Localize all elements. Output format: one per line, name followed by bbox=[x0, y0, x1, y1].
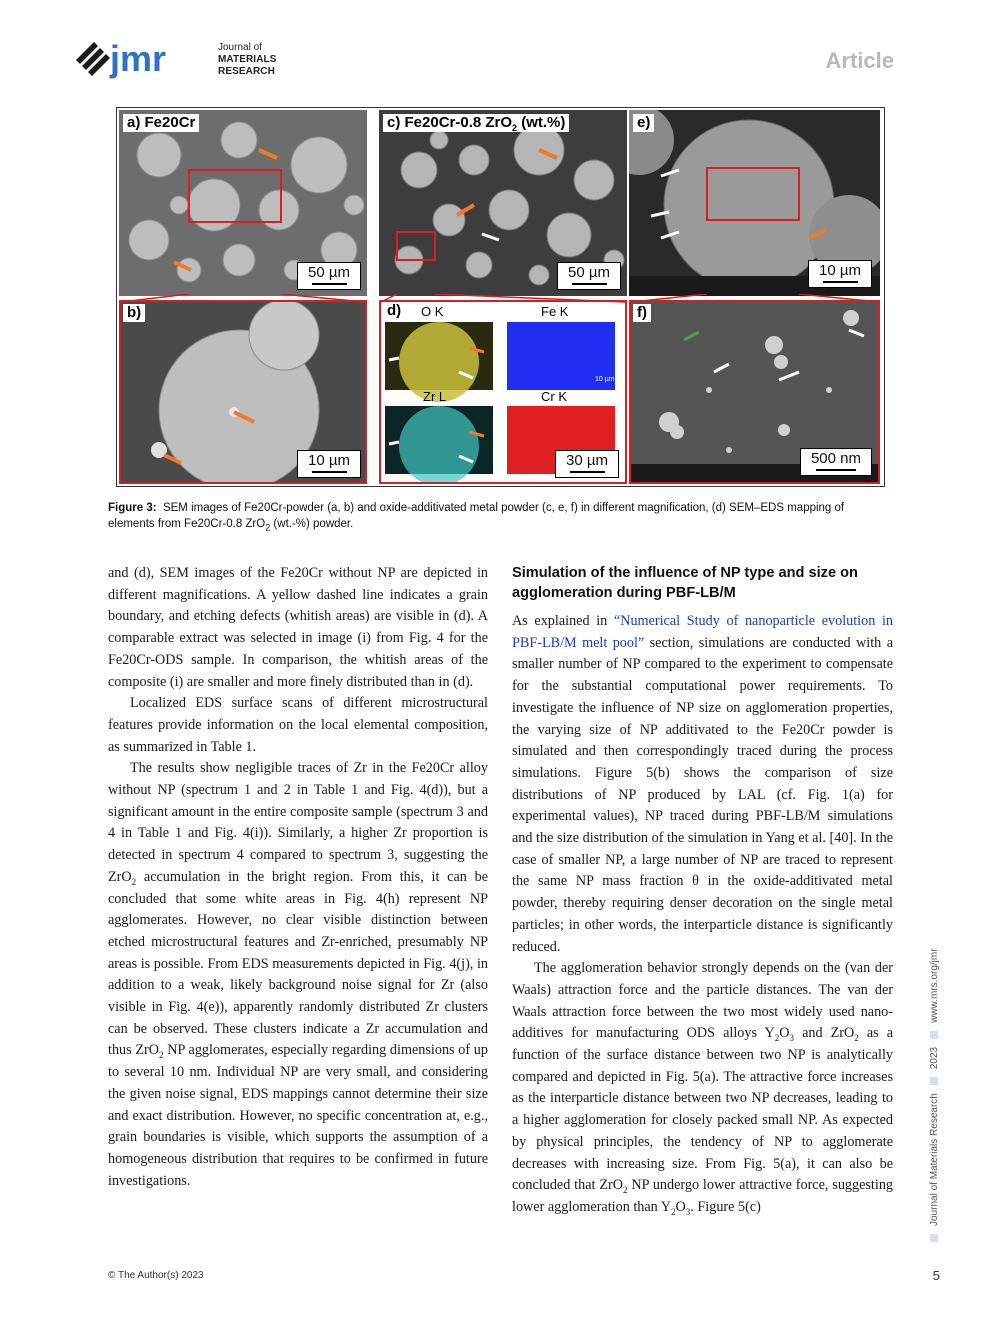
right-paragraph-2 bbox=[512, 958, 893, 1218]
journal-name-line1: Journal of bbox=[218, 42, 262, 53]
side-square-2 bbox=[930, 1077, 938, 1085]
panel-a-label: a) Fe20Cr bbox=[123, 114, 199, 132]
panel-c-label-suffix: (wt.%) bbox=[517, 114, 566, 131]
side-year: 2023 bbox=[929, 1046, 940, 1070]
left-p3-part-c: NP agglomerates, especially regarding dimensions of up to several 10 nm. Individual NP are very small, and considering the given noise signal, EDS mappings cannot determine their size and exact distribution. However, no specific concentration at, e.g., grain boundaries is visible, which supports the assumption of a homogeneous distribution that requires to be confirmed in future investigations. bbox=[108, 1042, 488, 1189]
footer-copyright: © The Author(s) 2023 bbox=[108, 1270, 204, 1281]
panel-f-scale-text: 500 nm bbox=[810, 450, 862, 467]
jmr-logo-mark bbox=[76, 38, 216, 80]
left-p3-sub-2: 2 bbox=[159, 1050, 164, 1061]
right-p2-sub-5: 2 bbox=[671, 1206, 676, 1217]
panel-a-scale-text: 50 µm bbox=[308, 264, 350, 281]
panel-e-sem-image bbox=[629, 110, 880, 296]
section-cross-reference-link[interactable]: “Numerical Study of nanoparticle evolution in PBF-LB/M melt pool” bbox=[512, 613, 894, 651]
right-p2-sub-3: 2 bbox=[854, 1033, 859, 1044]
figure-3 bbox=[116, 107, 885, 487]
section-label: Article bbox=[825, 48, 894, 73]
right-p2-sub-2: 3 bbox=[789, 1033, 795, 1044]
right-p1-pre: As explained in bbox=[512, 613, 614, 629]
caption-text-b: (wt.-%) powder. bbox=[270, 518, 354, 530]
eds-label-zr: Zr L bbox=[423, 389, 447, 404]
panel-f-scale-bar bbox=[800, 448, 872, 476]
panel-d-label: d) bbox=[383, 302, 405, 320]
caption-label: Figure 3: bbox=[108, 502, 157, 514]
right-p2-d: as a function of the surface distance between two NP is analytically compared and depicted in Fig. 5(a). The attractive force increases as the interparticle distance between two NP decreases, leading to a higher agglomeration for closely packed small NP. As expected by physical principles, the tendency of NP to agglomerate decreases with increasing size. From Fig. 5(a), it can also be concluded that ZrO bbox=[512, 1025, 894, 1194]
journal-name bbox=[218, 42, 306, 78]
page-number: 5 bbox=[932, 1268, 940, 1283]
panel-c-scale-text: 50 µm bbox=[568, 264, 610, 281]
side-journal-text bbox=[928, 948, 942, 1250]
panel-c-sem-image bbox=[379, 110, 627, 296]
journal-name-line2: MATERIALS RESEARCH bbox=[218, 54, 277, 77]
eds-label-o: O K bbox=[421, 304, 444, 319]
left-p3-sub-1: 2 bbox=[131, 876, 137, 887]
left-paragraph-2: Localized EDS surface scans of different microstructural features provide information on the local elemental composition, as summarized in Table 1. bbox=[108, 695, 488, 755]
left-column bbox=[108, 563, 488, 1192]
right-p2-sub-4: 2 bbox=[622, 1185, 628, 1196]
right-p2-b: O bbox=[779, 1025, 790, 1042]
panel-e-scale-bar bbox=[808, 260, 872, 288]
left-p3-part-a: The results show negligible traces of Zr in the Fe20Cr alloy without NP (spectrum 1 and 2 in Table 1 and Fig. 4(d)), but a significant amount in the entire composite sample (spectrum 3 and 4 in Table 1 and Fig. 4(i)). Similarly, a higher Zr proportion is detected in spectrum 4 compared to spectrum 3, suggesting the ZrO bbox=[108, 760, 488, 885]
panel-b-label: b) bbox=[123, 304, 145, 322]
right-p2-sub-1: 2 bbox=[774, 1033, 780, 1044]
section-heading: Simulation of the influence of NP type and size on agglomeration during PBF-LB/M bbox=[512, 565, 858, 601]
right-p2-c: and ZrO bbox=[794, 1025, 855, 1042]
panel-b-sem-image bbox=[119, 300, 367, 484]
panel-f-sem-image bbox=[629, 300, 880, 484]
panel-e-label: e) bbox=[633, 114, 654, 132]
side-journal-name: Journal of Materials Research bbox=[929, 1093, 940, 1226]
side-journal-strip bbox=[928, 948, 942, 1250]
journal-logo bbox=[76, 38, 306, 80]
right-p2-sub-6: 3 bbox=[685, 1206, 691, 1217]
right-p2-e: NP undergo lower attractive force, suggesting lower agglomeration than Y bbox=[512, 1177, 894, 1215]
left-paragraph-3 bbox=[108, 758, 488, 1192]
panel-b-scale-text: 10 µm bbox=[308, 452, 350, 469]
right-p1-post: section, simulations are conducted with a smaller number of NP compared to the experiment to compensate for the substantial computational power requirements. To investigate the influence of NP size on agglomeration properties, the varying size of NP additivated to the Fe20Cr powder is simulated and then correspondingly traced during the process simulations. Figure 5(b) shows the comparison of size distributions of NP produced by LAL (cf. Fig. 1(a) for experimental values), NP traced during PBF-LB/M simulations and the size distribution of the simulation in Yang et al. [40]. In the case of smaller NP, a large number of NP are traced to represent the same NP mass fraction θ in the oxide-additivated metal powder, thereby requiring denser decoration on the single metal particles; in other words, the interparticle distance is significantly reduced. bbox=[512, 634, 893, 955]
side-url[interactable]: www.mrs.org/jmr bbox=[929, 948, 940, 1023]
logo-jmr-text: jmr bbox=[110, 38, 167, 79]
left-p3-part-b: accumulation in the bright region. From this, it can be concluded that some white areas in Fig. 4(h) represent NP agglomerates. However, no clear visible distinction between etched microstructural features and Zr-enriched, presumably NP areas is possible. From EDS measurements depicted in Fig. 4(j), in addition to a weak, likely background noise signal for Zr (also visible in Fig. 4(e)), apparently randomly distributed Zr clusters can be observed. These clusters indicate a Zr accumulation and thus ZrO bbox=[108, 868, 488, 1059]
panel-d-scale-text: 30 µm bbox=[566, 452, 608, 469]
zoom-connector-lines bbox=[117, 294, 884, 304]
panel-f-label: f) bbox=[633, 304, 651, 322]
panel-b-scale-bar bbox=[297, 450, 361, 478]
caption-sub: 2 bbox=[265, 522, 271, 533]
panel-d-scale-bar bbox=[555, 450, 619, 478]
left-paragraph-1: and (d), SEM images of the Fe20Cr without NP are depicted in different magnifications. A yellow dashed line indicates a grain boundary, and etching defects (whitish areas) are visible in (d). A comparable extract was selected in image (i) from Fig. 4 for the Fe20Cr-ODS sample. In comparison, the whitish areas of the composite (i) are smaller and more finely distributed than in (d). bbox=[108, 565, 488, 690]
right-p2-a: The agglomeration behavior strongly depends on the (van der Waals) attraction force and the particle distances. The van der Waals attraction force between the two most widely used nano-additives for manufacturing ODS alloys Y bbox=[512, 960, 893, 1042]
panel-c-scale-bar bbox=[557, 262, 621, 290]
eds-fe-scale: 10 µm bbox=[595, 376, 615, 383]
panel-c-label-sub: 2 bbox=[512, 123, 518, 133]
right-column bbox=[512, 563, 893, 1219]
panel-c-label bbox=[383, 114, 569, 132]
eds-label-fe: Fe K bbox=[541, 304, 569, 319]
eds-label-cr: Cr K bbox=[541, 389, 567, 404]
panel-d-eds-mapping bbox=[379, 300, 627, 484]
side-square-1 bbox=[930, 1234, 938, 1242]
right-paragraph-1 bbox=[512, 611, 893, 958]
right-p2-f: O bbox=[675, 1198, 686, 1215]
right-p2-g: . Figure 5(c) bbox=[690, 1198, 761, 1215]
figure-caption bbox=[108, 500, 892, 532]
panel-e-scale-text: 10 µm bbox=[819, 262, 861, 279]
side-square-3 bbox=[930, 1031, 938, 1039]
panel-a-sem-image bbox=[119, 110, 367, 296]
panel-c-label-prefix: c) Fe20Cr-0.8 ZrO bbox=[387, 114, 513, 131]
caption-text-a: SEM images of Fe20Cr-powder (a, b) and oxide-additivated metal powder (c, e, f) in different magnification, (d) SEM–EDS mapping of elements from Fe20Cr-0.8 ZrO bbox=[108, 502, 845, 530]
panel-a-scale-bar bbox=[297, 262, 361, 290]
